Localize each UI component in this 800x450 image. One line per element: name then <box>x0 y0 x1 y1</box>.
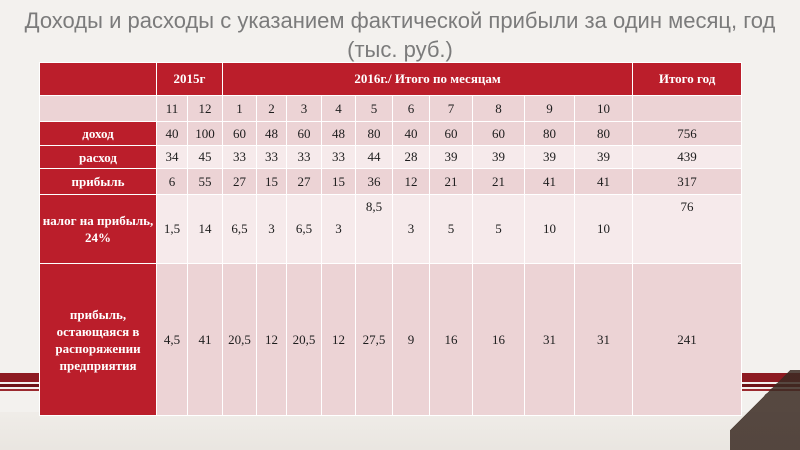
table-cell: 48 <box>257 122 287 146</box>
finance-table-wrapper <box>39 62 725 416</box>
table-cell: 27,5 <box>356 264 393 416</box>
table-cell: 3 <box>393 195 430 264</box>
table-cell: 44 <box>356 146 393 169</box>
table-row <box>40 146 742 169</box>
table-cell: 33 <box>322 146 356 169</box>
row-label: доход <box>40 122 157 146</box>
table-cell: 4,5 <box>157 264 188 416</box>
title-line-2: (тыс. руб.) <box>347 37 453 62</box>
total-cell: 76 <box>633 195 742 264</box>
row-label: прибыль <box>40 169 157 195</box>
table-cell: 100 <box>188 122 223 146</box>
table-cell: 40 <box>393 122 430 146</box>
table-cell: 12 <box>257 264 287 416</box>
table-cell: 60 <box>473 122 525 146</box>
table-cell: 16 <box>430 264 473 416</box>
table-cell: 8,5 <box>356 195 393 264</box>
table-cell: 60 <box>287 122 322 146</box>
table-cell: 41 <box>525 169 575 195</box>
table-cell: 6 <box>157 169 188 195</box>
month-cell: 11 <box>157 96 188 122</box>
header-2015: 2015г <box>157 63 223 96</box>
month-cell: 3 <box>287 96 322 122</box>
row-label: налог на прибыль, 24% <box>40 195 157 264</box>
table-cell: 80 <box>356 122 393 146</box>
table-cell: 3 <box>257 195 287 264</box>
table-cell: 41 <box>575 169 633 195</box>
table-cell: 28 <box>393 146 430 169</box>
month-cell: 2 <box>257 96 287 122</box>
total-cell: 241 <box>633 264 742 416</box>
table-cell: 20,5 <box>287 264 322 416</box>
table-cell: 33 <box>223 146 257 169</box>
month-cell: 1 <box>223 96 257 122</box>
table-cell: 36 <box>356 169 393 195</box>
table-cell: 6,5 <box>287 195 322 264</box>
table-cell: 39 <box>430 146 473 169</box>
table-cell: 60 <box>430 122 473 146</box>
month-cell: 6 <box>393 96 430 122</box>
table-row <box>40 264 742 416</box>
table-cell: 15 <box>257 169 287 195</box>
table-cell: 9 <box>393 264 430 416</box>
title-line-1: Доходы и расходы с указанием фактической прибыли за один месяц, год <box>24 8 776 33</box>
month-total-cell <box>633 96 742 122</box>
table-cell: 12 <box>322 264 356 416</box>
month-cell: 10 <box>575 96 633 122</box>
finance-table <box>39 62 742 416</box>
table-cell: 39 <box>473 146 525 169</box>
row-label: расход <box>40 146 157 169</box>
table-cell: 33 <box>287 146 322 169</box>
total-cell: 756 <box>633 122 742 146</box>
table-cell: 31 <box>575 264 633 416</box>
month-cell: 9 <box>525 96 575 122</box>
header-2016: 2016г./ Итого по месяцам <box>223 63 633 96</box>
month-cell: 4 <box>322 96 356 122</box>
table-cell: 21 <box>430 169 473 195</box>
header-total: Итого год <box>633 63 742 96</box>
table-cell: 10 <box>575 195 633 264</box>
table-row <box>40 195 742 264</box>
table-cell: 41 <box>188 264 223 416</box>
table-row <box>40 169 742 195</box>
slide-title <box>0 6 800 64</box>
table-cell: 10 <box>525 195 575 264</box>
month-cell: 5 <box>356 96 393 122</box>
row-label: прибыль, остающаяся в распоряжении предприятия <box>40 264 157 416</box>
table-cell: 16 <box>473 264 525 416</box>
table-cell: 40 <box>157 122 188 146</box>
corner-cell <box>40 63 157 96</box>
table-cell: 14 <box>188 195 223 264</box>
table-cell: 34 <box>157 146 188 169</box>
table-cell: 12 <box>393 169 430 195</box>
month-cell: 12 <box>188 96 223 122</box>
table-cell: 80 <box>575 122 633 146</box>
table-cell: 5 <box>430 195 473 264</box>
table-cell: 27 <box>287 169 322 195</box>
table-cell: 6,5 <box>223 195 257 264</box>
table-cell: 55 <box>188 169 223 195</box>
table-row <box>40 122 742 146</box>
table-cell: 39 <box>575 146 633 169</box>
table-cell: 27 <box>223 169 257 195</box>
table-cell: 21 <box>473 169 525 195</box>
month-corner-cell <box>40 96 157 122</box>
table-cell: 60 <box>223 122 257 146</box>
table-cell: 15 <box>322 169 356 195</box>
table-cell: 45 <box>188 146 223 169</box>
table-cell: 31 <box>525 264 575 416</box>
month-cell: 7 <box>430 96 473 122</box>
table-cell: 48 <box>322 122 356 146</box>
table-cell: 3 <box>322 195 356 264</box>
month-cell: 8 <box>473 96 525 122</box>
table-cell: 33 <box>257 146 287 169</box>
table-cell: 5 <box>473 195 525 264</box>
table-cell: 1,5 <box>157 195 188 264</box>
total-cell: 317 <box>633 169 742 195</box>
table-cell: 20,5 <box>223 264 257 416</box>
background-texture <box>0 412 800 450</box>
total-cell: 439 <box>633 146 742 169</box>
table-cell: 80 <box>525 122 575 146</box>
table-cell: 39 <box>525 146 575 169</box>
